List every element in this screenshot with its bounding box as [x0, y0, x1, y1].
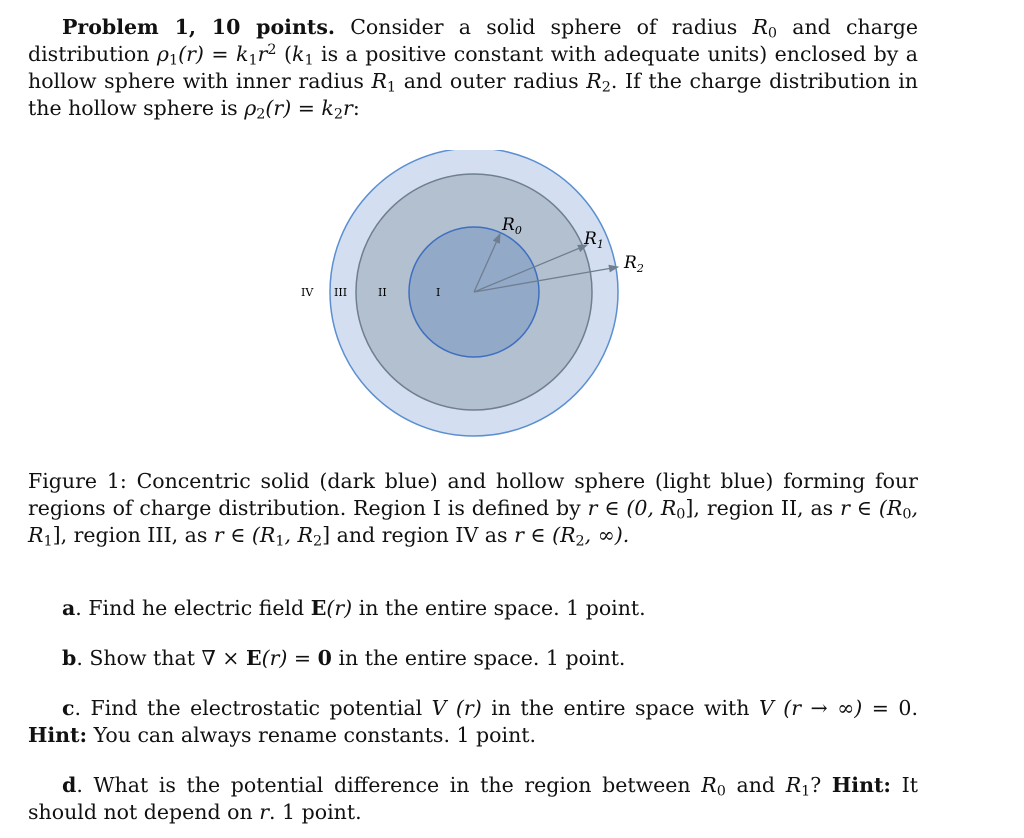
math-r: r: [343, 96, 353, 120]
hint-label: Hint:: [831, 773, 892, 797]
math-R1: R: [785, 773, 802, 797]
math-sub: 0: [902, 506, 912, 523]
math-R0: R: [752, 15, 768, 39]
question-text: . What is the potential difference in the region between: [76, 773, 691, 797]
math-arg: (r): [326, 596, 353, 620]
math: r ∈ (R: [840, 496, 903, 520]
math-k2: k: [321, 96, 334, 120]
math-E: E: [245, 646, 262, 670]
math: ]: [685, 496, 694, 520]
question-text: . Show that ∇ ×: [76, 646, 240, 670]
math-R2: R: [586, 69, 602, 93]
math-E: E: [310, 596, 327, 620]
math-sub: 2: [601, 79, 611, 96]
math-arg: (r) =: [261, 646, 312, 670]
question-text: in the entire space. 1 point.: [338, 646, 626, 670]
math-R0: R: [701, 773, 717, 797]
math: , R: [28, 496, 918, 547]
math: , ∞).: [584, 523, 630, 547]
math: r ∈ (0, R: [587, 496, 677, 520]
math-k1: k: [236, 42, 249, 66]
label-R1: $R_1$: [584, 229, 604, 251]
question-text: = 0.: [871, 696, 918, 720]
math-rho1: ρ: [156, 42, 169, 66]
math-sub: 1: [304, 52, 314, 69]
math-sub: 2: [333, 106, 343, 123]
region-label-IV: IV: [301, 286, 314, 299]
question-d: [28, 772, 918, 826]
label-R0: $R_0$: [502, 215, 522, 237]
question-label: b: [62, 646, 77, 670]
math-r: r: [259, 800, 270, 824]
caption-text: , region II, as: [693, 496, 834, 520]
question-text: You can always rename constants. 1 point.: [93, 723, 537, 747]
math: r ∈ (R: [213, 523, 276, 547]
intro-text: is a positive constant with adequate units) enclosed by a hollow sphere with inner radius: [28, 42, 918, 93]
intro-text: . If the charge distribution in the hollow sphere is: [28, 69, 918, 120]
caption-text: , region III, as: [60, 523, 208, 547]
question-text: It should not depend on: [28, 773, 918, 824]
math-sub: 2: [312, 533, 323, 550]
question-c: [28, 695, 918, 749]
math-sub: 1: [43, 533, 53, 550]
caption-label: Figure 1:: [28, 469, 127, 493]
math-k1: k: [292, 42, 305, 66]
caption-text: and region IV as: [336, 523, 508, 547]
concentric-spheres-figure: [290, 150, 670, 450]
caption-text: Concentric solid (dark blue) and hollow sphere (light blue) forming four regions of charge distribution. Region I is defined by: [28, 469, 918, 520]
math-zero-vector: 0: [317, 646, 332, 670]
math: ]: [322, 523, 331, 547]
question-text: and: [736, 773, 776, 797]
math-sub: 2: [575, 533, 585, 550]
label-R2: $R_2$: [624, 253, 644, 275]
question-label: a: [62, 596, 76, 620]
intro-text: and charge distribution: [28, 15, 918, 66]
question-b: [28, 645, 918, 672]
math-R1: R: [371, 69, 387, 93]
math: ]: [52, 523, 61, 547]
region-label-II: II: [378, 286, 387, 299]
math-sub: 0: [676, 506, 686, 523]
problem-heading: Problem 1, 10 points.: [62, 15, 336, 39]
math-sub: 0: [767, 25, 778, 42]
figure-caption: [28, 468, 918, 549]
math-sub: 1: [386, 79, 397, 96]
intro-text: Consider a solid sphere of radius: [350, 15, 738, 39]
question-text: . Find the electrostatic potential: [74, 696, 423, 720]
question-text: ?: [810, 773, 822, 797]
intro-text: (: [284, 42, 292, 66]
math-arg: (r) =: [265, 96, 315, 120]
region-label-III: III: [334, 286, 348, 299]
question-text: in the entire space. 1 point.: [358, 596, 646, 620]
question-text: in the entire space with: [491, 696, 750, 720]
math-rho2: ρ: [244, 96, 257, 120]
question-a: [28, 595, 918, 622]
problem-statement: [28, 14, 918, 122]
math-sup: 2: [267, 41, 277, 58]
math-sub: 1: [275, 533, 285, 550]
question-text: . Find he electric field: [75, 596, 305, 620]
intro-text: and outer radius: [403, 69, 579, 93]
math-V: V (r): [431, 696, 482, 720]
math-arg: (r) =: [178, 42, 229, 66]
hint-label: Hint:: [28, 723, 88, 747]
question-label: c: [62, 696, 75, 720]
question-text: . 1 point.: [269, 800, 362, 824]
math-sub: 1: [168, 52, 179, 69]
math-sub: 0: [716, 783, 726, 800]
math-sub: 2: [256, 106, 266, 123]
math-V-infinity: V (r → ∞): [759, 696, 863, 720]
region-label-I: I: [436, 286, 441, 299]
math-sub: 1: [248, 52, 258, 69]
question-label: d: [62, 773, 77, 797]
intro-text: :: [352, 96, 360, 120]
math: , R: [284, 523, 313, 547]
math-sub: 1: [801, 783, 811, 800]
math: r ∈ (R: [514, 523, 576, 547]
math-r: r: [257, 42, 268, 66]
